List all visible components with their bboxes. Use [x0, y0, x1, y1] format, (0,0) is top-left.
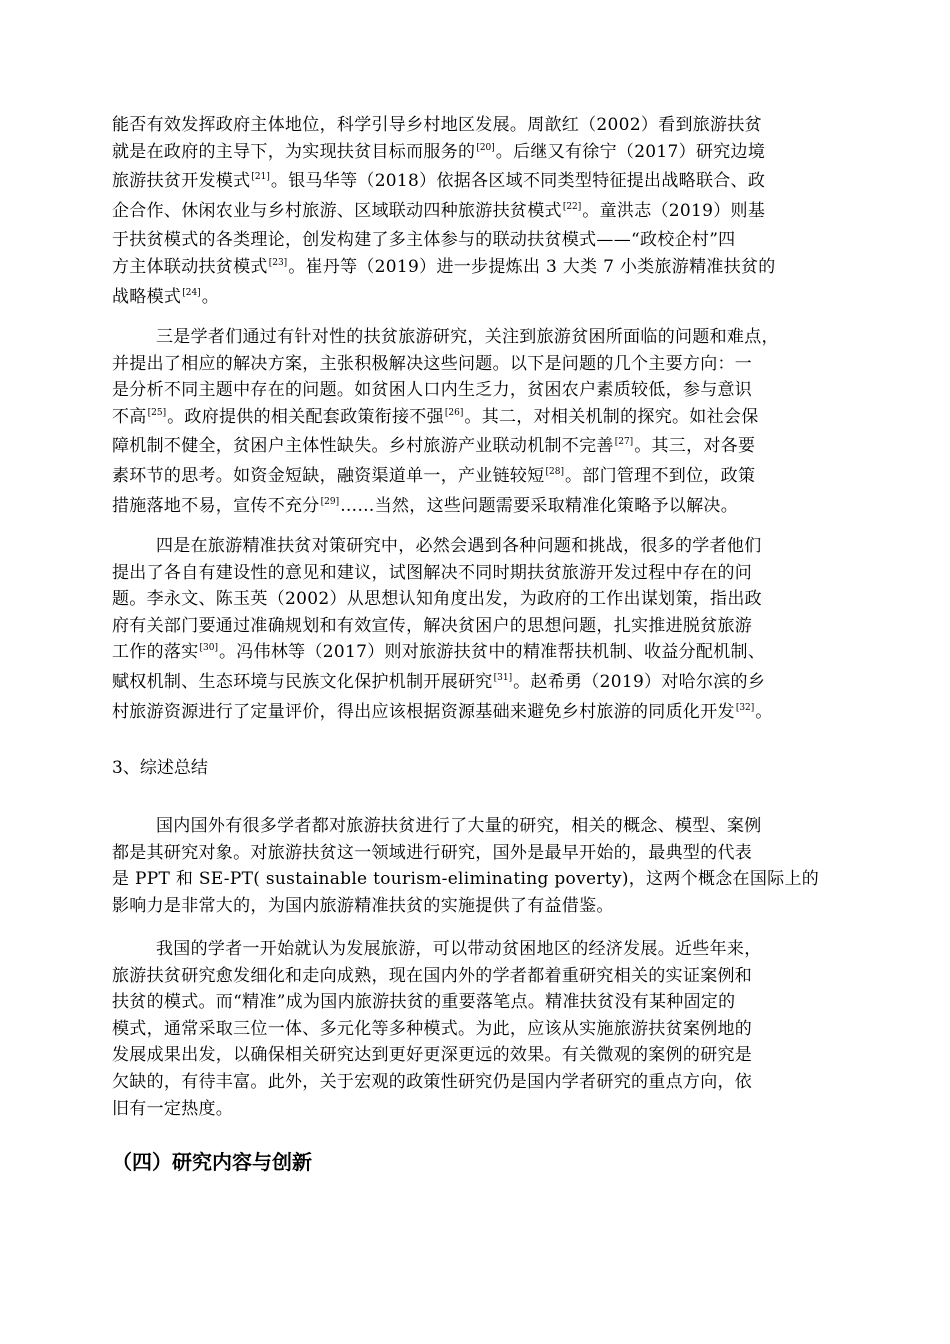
text-run: 三是学者们通过有针对性的扶贫旅游研究，关注到旅游贫困所面临的问题和难点， [156, 327, 779, 347]
text-run: 国内国外有很多学者都对旅游扶贫进行了大量的研究，相关的概念、模型、案例 [156, 816, 762, 836]
citation-21: [21] [251, 172, 270, 183]
citation-29: [29] [320, 496, 340, 507]
text-line [112, 840, 862, 867]
text-run: 能否有效发挥政府主体地位，科学引导乡村地区发展。周歆红（2002）看到旅游扶贫 [112, 115, 762, 135]
text-line [112, 168, 862, 198]
text-line [112, 284, 862, 314]
text-run: 。其三，对各要 [634, 436, 756, 457]
text-line [112, 351, 862, 378]
text-run: 。童洪志（2019）则基 [582, 200, 766, 221]
text-run: 影响力是非常大的，为国内旅游精准扶贫的实施提供了有益借鉴。 [112, 895, 614, 916]
text-run: 并提出了相应的解决方案，主张积极解决这些问题。以下是问题的几个主要方向：一 [112, 353, 753, 374]
text-run: 旅游扶贫开发模式 [112, 171, 251, 192]
citation-24: [24] [182, 287, 201, 298]
text-line [112, 1069, 862, 1096]
text-line [112, 493, 862, 523]
text-run: 。银马华等（2018）依据各区域不同类型特征提出战略联合、政 [270, 171, 766, 192]
text-line [112, 586, 862, 613]
text-line [112, 893, 862, 920]
text-run: 。 [755, 701, 773, 722]
text-run: 。部门管理不到位，政策 [564, 465, 756, 486]
text-line [112, 1042, 862, 1069]
text-run: 是分析不同主题中存在的问题。如贫困人口内生乏力，贫困农户素质较低，参与意识 [112, 380, 753, 401]
text-run: 我国的学者一开始就认为发展旅游，可以带动贫困地区的经济发展。近些年来， [156, 939, 762, 959]
citation-27: [27] [614, 437, 634, 448]
text-run: 。崔丹等（2019）进一步提炼出 3 大类 7 小类旅游精准扶贫的 [288, 256, 776, 277]
citation-30: [30] [199, 643, 218, 654]
text-run: 旅游扶贫研究愈发细化和走向成熟，现在国内外的学者都着重研究相关的实证案例和 [112, 965, 753, 986]
paragraph-domestic-research [112, 936, 862, 1122]
text-run: 是 PPT 和 SE-PT( sustainable tourism-eliminating poverty)，这两个概念在国际上的 [112, 869, 820, 890]
text-line [112, 963, 862, 990]
text-line [112, 936, 862, 963]
text-run: 。 [201, 286, 219, 307]
text-run: 素环节的思考。如资金短缺，融资渠道单一，产业链较短 [112, 465, 545, 486]
citation-31: [31] [493, 672, 513, 683]
text-line [112, 699, 862, 729]
text-run: 欠缺的，有待丰富。此外，关于宏观的政策性研究仍是国内学者研究的重点方向，依 [112, 1071, 753, 1092]
text-run: 就是在政府的主导下，为实现扶贫目标而服务的 [112, 141, 476, 162]
text-line [112, 463, 862, 493]
paragraph-governance-models [112, 112, 862, 313]
text-run: 。其二，对相关机制的探究。如社会保 [464, 406, 759, 427]
text-run: 模式，通常采取三位一体、多元化等多种模式。为此，应该从实施旅游扶贫案例地的 [112, 1018, 753, 1039]
text-line [112, 560, 862, 587]
text-line [112, 433, 862, 463]
text-run: 障机制不健全，贫困户主体性缺失。乡村旅游产业联动机制不完善 [112, 436, 614, 457]
citation-20: [20] [476, 142, 495, 153]
citation-23: [23] [268, 257, 288, 268]
text-run: 战略模式 [112, 286, 182, 307]
text-line [112, 377, 862, 404]
text-run: 扶贫的模式。而“精准”成为国内旅游扶贫的重要落笔点。精准扶贫没有某种固定的 [112, 992, 736, 1013]
section-heading-research-content: （四）研究内容与创新 [112, 1150, 312, 1174]
text-line [112, 813, 862, 840]
text-run: 工作的落实 [112, 642, 199, 663]
text-run: 村旅游资源进行了定量评价，得出应该根据资源基础来避免乡村旅游的同质化开发 [112, 701, 735, 722]
text-run: 府有关部门要通过准确规划和有效宣传，解决贫困户的思想问题，扎实推进脱贫旅游 [112, 615, 753, 636]
text-run: 。赵希勇（2019）对哈尔滨的乡 [513, 671, 766, 692]
text-run: 。政府提供的相关配套政策衔接不强 [167, 406, 444, 427]
text-line [112, 112, 862, 139]
text-run: 旧有一定热度。 [112, 1098, 234, 1119]
text-line [112, 989, 862, 1016]
citation-32: [32] [735, 702, 755, 713]
text-run: 四是在旅游精准扶贫对策研究中，必然会遇到各种问题和挑战，很多的学者他们 [156, 536, 762, 556]
citation-22: [22] [562, 201, 582, 212]
text-line [112, 404, 862, 434]
text-line [112, 669, 862, 699]
text-line [112, 324, 862, 351]
text-run: 不高 [112, 406, 147, 427]
text-run: 企合作、休闲农业与乡村旅游、区域联动四种旅游扶贫模式 [112, 200, 562, 221]
text-line [112, 139, 862, 169]
text-run: 措施落地不易，宣传不充分 [112, 495, 320, 516]
text-run: 都是其研究对象。对旅游扶贫这一领域进行研究，国外是最早开始的，最典型的代表 [112, 842, 753, 863]
citation-26: [26] [444, 407, 464, 418]
text-run: 。后继又有徐宁（2017）研究边境 [495, 141, 766, 162]
citation-25: [25] [147, 407, 167, 418]
text-run: 题。李永文、陈玉英（2002）从思想认知角度出发，为政府的工作出谋划策，指出政 [112, 589, 762, 610]
paragraph-problems-research [112, 324, 862, 522]
text-run: 于扶贫模式的各类理论，创发构建了多主体参与的联动扶贫模式——“政校企村”四 [112, 230, 736, 251]
text-line [112, 227, 862, 254]
text-run: ……当然，这些问题需要采取精准化策略予以解决。 [340, 495, 738, 516]
citation-28: [28] [545, 466, 564, 477]
subheading-summary: 3、综述总结 [112, 758, 208, 778]
text-line [112, 613, 862, 640]
text-run: 赋权机制、生态环境与民族文化保护机制开展研究 [112, 671, 493, 692]
text-line [112, 639, 862, 669]
text-line [112, 533, 862, 560]
text-line [112, 866, 862, 893]
paragraph-countermeasures [112, 533, 862, 728]
text-line [112, 1096, 862, 1123]
text-run: 发展成果出发，以确保相关研究达到更好更深更远的效果。有关微观的案例的研究是 [112, 1045, 753, 1066]
text-run: 。冯伟林等（2017）则对旅游扶贫中的精准帮扶机制、收益分配机制、 [218, 642, 766, 663]
text-run: 方主体联动扶贫模式 [112, 256, 268, 277]
text-run: 提出了各自有建设性的意见和建议，试图解决不同时期扶贫旅游开发过程中存在的问 [112, 562, 753, 583]
text-line [112, 198, 862, 228]
text-line [112, 1016, 862, 1043]
text-line [112, 254, 862, 284]
paragraph-summary-intro [112, 813, 862, 919]
